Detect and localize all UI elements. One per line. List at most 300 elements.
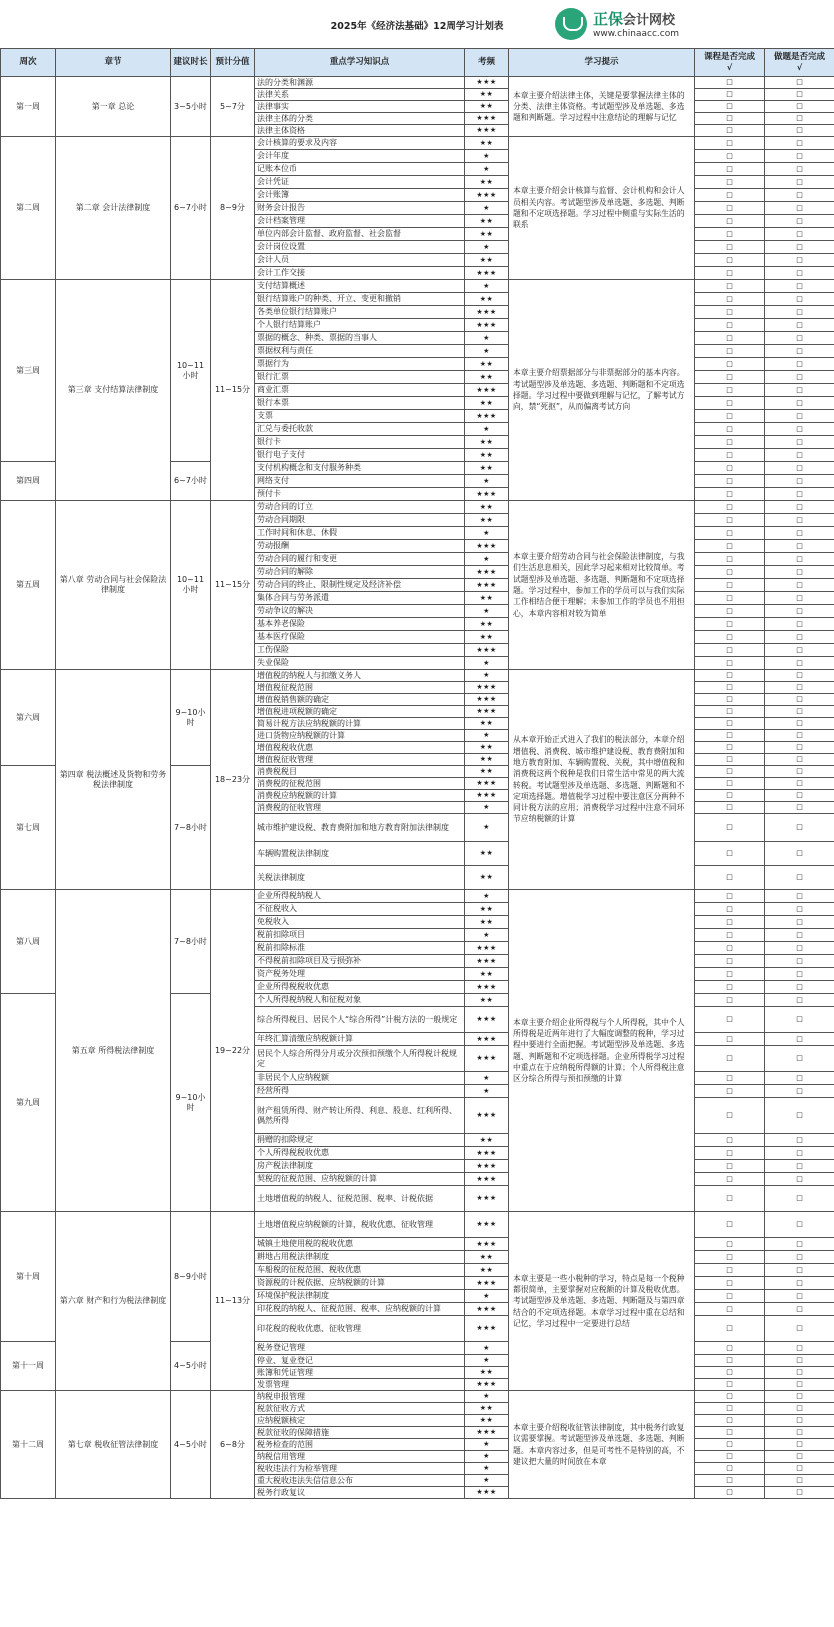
course-done-checkbox[interactable]: □ <box>695 475 765 488</box>
exercise-done-checkbox[interactable]: □ <box>765 1439 834 1451</box>
course-done-checkbox[interactable]: □ <box>695 866 765 890</box>
score-cell: 6~8分 <box>211 1391 255 1499</box>
exercise-done-checkbox[interactable]: □ <box>765 371 834 384</box>
course-done-checkbox[interactable]: □ <box>695 657 765 670</box>
key-point-cell: 企业所得税纳税人 <box>255 890 465 903</box>
course-done-checkbox[interactable]: □ <box>695 150 765 163</box>
week-cell: 第一周 <box>1 77 56 137</box>
exercise-done-checkbox[interactable]: □ <box>765 1046 834 1072</box>
key-point-cell: 劳动合同的履行和变更 <box>255 553 465 566</box>
course-done-checkbox[interactable]: □ <box>695 1277 765 1290</box>
exercise-done-checkbox[interactable]: □ <box>765 1072 834 1085</box>
course-done-checkbox[interactable]: □ <box>695 319 765 332</box>
course-done-checkbox[interactable]: □ <box>695 1427 765 1439</box>
frequency-stars: ★ <box>465 345 509 358</box>
duration-cell: 9~10小时 <box>171 994 211 1212</box>
exercise-done-checkbox[interactable]: □ <box>765 890 834 903</box>
course-done-checkbox[interactable]: □ <box>695 802 765 814</box>
exercise-done-checkbox[interactable]: □ <box>765 1475 834 1487</box>
exercise-done-checkbox[interactable]: □ <box>765 358 834 371</box>
key-point-cell: 车辆购置税法律制度 <box>255 842 465 866</box>
exercise-done-checkbox[interactable]: □ <box>765 436 834 449</box>
key-point-cell: 捐赠的扣除规定 <box>255 1134 465 1147</box>
exercise-done-checkbox[interactable]: □ <box>765 1487 834 1499</box>
exercise-done-checkbox[interactable]: □ <box>765 994 834 1007</box>
chapter-cell: 第八章 劳动合同与社会保险法律制度 <box>56 501 171 670</box>
course-done-checkbox[interactable]: □ <box>695 1290 765 1303</box>
key-point-cell: 税款征收方式 <box>255 1403 465 1415</box>
key-point-cell: 会计工作交接 <box>255 267 465 280</box>
week-cell: 第三周 <box>1 280 56 462</box>
course-done-checkbox[interactable]: □ <box>695 345 765 358</box>
exercise-done-checkbox[interactable]: □ <box>765 981 834 994</box>
course-done-checkbox[interactable]: □ <box>695 358 765 371</box>
key-point-cell: 会计岗位设置 <box>255 241 465 254</box>
frequency-stars: ★ <box>465 1463 509 1475</box>
course-done-checkbox[interactable]: □ <box>695 903 765 916</box>
exercise-done-checkbox[interactable]: □ <box>765 267 834 280</box>
key-point-cell: 账簿和凭证管理 <box>255 1367 465 1379</box>
key-point-cell: 银行汇票 <box>255 371 465 384</box>
frequency-stars: ★ <box>465 1439 509 1451</box>
course-done-checkbox[interactable]: □ <box>695 189 765 202</box>
exercise-done-checkbox[interactable]: □ <box>765 1098 834 1134</box>
course-done-checkbox[interactable]: □ <box>695 1391 765 1403</box>
key-point-cell: 税务登记管理 <box>255 1342 465 1355</box>
key-point-cell: 个人所得税税收优惠 <box>255 1147 465 1160</box>
exercise-done-checkbox[interactable]: □ <box>765 1277 834 1290</box>
exercise-done-checkbox[interactable]: □ <box>765 1212 834 1238</box>
exercise-done-checkbox[interactable]: □ <box>765 790 834 802</box>
course-done-checkbox[interactable]: □ <box>695 1342 765 1355</box>
header-duration: 建议时长 <box>171 49 211 77</box>
course-done-checkbox[interactable]: □ <box>695 553 765 566</box>
key-point-cell: 会计档案管理 <box>255 215 465 228</box>
course-done-checkbox[interactable]: □ <box>695 410 765 423</box>
course-done-checkbox[interactable]: □ <box>695 280 765 293</box>
exercise-done-checkbox[interactable]: □ <box>765 410 834 423</box>
exercise-done-checkbox[interactable]: □ <box>765 345 834 358</box>
course-done-checkbox[interactable]: □ <box>695 371 765 384</box>
course-done-checkbox[interactable]: □ <box>695 488 765 501</box>
frequency-stars: ★★ <box>465 618 509 631</box>
exercise-done-checkbox[interactable]: □ <box>765 1033 834 1046</box>
frequency-stars: ★★★ <box>465 306 509 319</box>
course-done-checkbox[interactable]: □ <box>695 1251 765 1264</box>
key-point-cell: 资源税的计税依据、应纳税额的计算 <box>255 1277 465 1290</box>
frequency-stars: ★ <box>465 1355 509 1367</box>
checkmark-icon: √ <box>726 62 733 72</box>
frequency-stars: ★★ <box>465 1403 509 1415</box>
frequency-stars: ★ <box>465 1391 509 1403</box>
exercise-done-checkbox[interactable]: □ <box>765 89 834 101</box>
page-header <box>0 0 834 48</box>
key-point-cell: 劳动合同的订立 <box>255 501 465 514</box>
exercise-done-checkbox[interactable]: □ <box>765 423 834 436</box>
header-score: 预计分值 <box>211 49 255 77</box>
course-done-checkbox[interactable]: □ <box>695 955 765 968</box>
course-done-checkbox[interactable]: □ <box>695 332 765 345</box>
duration-cell: 7~8小时 <box>171 890 211 994</box>
course-done-checkbox[interactable]: □ <box>695 730 765 742</box>
exercise-done-checkbox[interactable]: □ <box>765 1391 834 1403</box>
frequency-stars: ★ <box>465 527 509 540</box>
exercise-done-checkbox[interactable]: □ <box>765 1463 834 1475</box>
course-done-checkbox[interactable]: □ <box>695 1007 765 1033</box>
exercise-done-checkbox[interactable]: □ <box>765 1342 834 1355</box>
exercise-done-checkbox[interactable]: □ <box>765 929 834 942</box>
exercise-done-checkbox[interactable]: □ <box>765 778 834 790</box>
frequency-stars: ★★ <box>465 1415 509 1427</box>
key-point-cell: 税前扣除标准 <box>255 942 465 955</box>
key-point-cell: 劳动合同的解除 <box>255 566 465 579</box>
frequency-stars: ★★★ <box>465 682 509 694</box>
exercise-done-checkbox[interactable]: □ <box>765 397 834 410</box>
course-done-checkbox[interactable]: □ <box>695 566 765 579</box>
exercise-done-checkbox[interactable]: □ <box>765 1085 834 1098</box>
course-done-checkbox[interactable]: □ <box>695 1238 765 1251</box>
course-done-checkbox[interactable]: □ <box>695 814 765 842</box>
key-point-cell: 税收违法行为检举管理 <box>255 1463 465 1475</box>
logo-url: www.chinaacc.com <box>593 29 679 39</box>
frequency-stars: ★ <box>465 1342 509 1355</box>
exercise-done-checkbox[interactable]: □ <box>765 475 834 488</box>
key-point-cell: 环境保护税法律制度 <box>255 1290 465 1303</box>
course-done-checkbox[interactable]: □ <box>695 202 765 215</box>
exercise-done-checkbox[interactable]: □ <box>765 163 834 176</box>
exercise-done-checkbox[interactable]: □ <box>765 644 834 657</box>
frequency-stars: ★★ <box>465 293 509 306</box>
exercise-done-checkbox[interactable]: □ <box>765 293 834 306</box>
course-done-checkbox[interactable]: □ <box>695 462 765 475</box>
course-done-checkbox[interactable]: □ <box>695 592 765 605</box>
exercise-done-checkbox[interactable]: □ <box>765 1367 834 1379</box>
tips-cell: 本章主要介绍票据部分与非票据部分的基本内容。考试题型涉及单选题、多选题、判断题和不定项选择题。学习过程中要做到理解与记忆，了解考试方向，禁“死抠”，从而偏离考试方向 <box>509 280 695 501</box>
course-done-checkbox[interactable]: □ <box>695 89 765 101</box>
document-title: 2025年《经济法基础》12周学习计划表 <box>330 21 504 32</box>
exercise-done-checkbox[interactable]: □ <box>765 657 834 670</box>
course-done-checkbox[interactable]: □ <box>695 501 765 514</box>
exercise-done-checkbox[interactable]: □ <box>765 540 834 553</box>
key-point-cell: 劳动报酬 <box>255 540 465 553</box>
exercise-done-checkbox[interactable]: □ <box>765 916 834 929</box>
course-done-checkbox[interactable]: □ <box>695 742 765 754</box>
exercise-done-checkbox[interactable]: □ <box>765 968 834 981</box>
course-done-checkbox[interactable]: □ <box>695 101 765 113</box>
key-point-cell: 消费税应纳税额的计算 <box>255 790 465 802</box>
course-done-checkbox[interactable]: □ <box>695 718 765 730</box>
exercise-done-checkbox[interactable]: □ <box>765 1415 834 1427</box>
exercise-done-checkbox[interactable]: □ <box>765 280 834 293</box>
tips-cell: 本章主要是一些小税种的学习，特点是每一个税种都很简单，主要掌握对应税额的计算及税收优惠。考试题型涉及单选题、多选题、判断题及与第四章结合的不定项选择题。本章学习过程中重在总结和记忆，学习过程中一定要进行总结 <box>509 1212 695 1391</box>
frequency-stars: ★★ <box>465 1134 509 1147</box>
course-done-checkbox[interactable]: □ <box>695 1475 765 1487</box>
frequency-stars: ★★★ <box>465 1186 509 1212</box>
course-done-checkbox[interactable]: □ <box>695 1487 765 1499</box>
course-done-checkbox[interactable]: □ <box>695 890 765 903</box>
exercise-done-checkbox[interactable]: □ <box>765 1186 834 1212</box>
course-done-checkbox[interactable]: □ <box>695 1303 765 1316</box>
frequency-stars: ★ <box>465 890 509 903</box>
tips-cell: 本章主要介绍企业所得税与个人所得税，其中个人所得税是近两年进行了大幅度调整的税种，学习过程中要进行全面把握。考试题型涉及单选题、多选题、判断题和不定项选择题。企业所得税学习过程中重点在于应纳税所得额的计算；个人所得税注意区分综合所得与预扣预缴的计算 <box>509 890 695 1212</box>
course-done-checkbox[interactable]: □ <box>695 163 765 176</box>
exercise-done-checkbox[interactable]: □ <box>765 462 834 475</box>
course-done-checkbox[interactable]: □ <box>695 842 765 866</box>
exercise-done-checkbox[interactable]: □ <box>765 101 834 113</box>
exercise-done-checkbox[interactable]: □ <box>765 718 834 730</box>
course-done-checkbox[interactable]: □ <box>695 1072 765 1085</box>
course-done-checkbox[interactable]: □ <box>695 1264 765 1277</box>
key-point-cell: 消费税的征税范围 <box>255 778 465 790</box>
exercise-done-checkbox[interactable]: □ <box>765 176 834 189</box>
course-done-checkbox[interactable]: □ <box>695 228 765 241</box>
frequency-stars: ★★★ <box>465 778 509 790</box>
key-point-cell: 预付卡 <box>255 488 465 501</box>
course-done-checkbox[interactable]: □ <box>695 215 765 228</box>
exercise-done-checkbox[interactable]: □ <box>765 802 834 814</box>
course-done-checkbox[interactable]: □ <box>695 436 765 449</box>
key-point-cell: 城市维护建设税、教育费附加和地方教育附加法律制度 <box>255 814 465 842</box>
key-point-cell: 各类单位银行结算账户 <box>255 306 465 319</box>
course-done-checkbox[interactable]: □ <box>695 527 765 540</box>
duration-cell: 10~11小时 <box>171 501 211 670</box>
chapter-cell: 第五章 所得税法律制度 <box>56 890 171 1212</box>
exercise-done-checkbox[interactable]: □ <box>765 77 834 89</box>
exercise-done-checkbox[interactable]: □ <box>765 1238 834 1251</box>
course-done-checkbox[interactable]: □ <box>695 1046 765 1072</box>
exercise-done-checkbox[interactable]: □ <box>765 754 834 766</box>
exercise-done-checkbox[interactable]: □ <box>765 866 834 890</box>
key-point-cell: 支付结算概述 <box>255 280 465 293</box>
course-done-checkbox[interactable]: □ <box>695 113 765 125</box>
frequency-stars: ★ <box>465 280 509 293</box>
course-done-checkbox[interactable]: □ <box>695 1451 765 1463</box>
exercise-done-checkbox[interactable]: □ <box>765 228 834 241</box>
exercise-done-checkbox[interactable]: □ <box>765 113 834 125</box>
exercise-done-checkbox[interactable]: □ <box>765 706 834 718</box>
course-done-checkbox[interactable]: □ <box>695 241 765 254</box>
exercise-done-checkbox[interactable]: □ <box>765 1403 834 1415</box>
course-done-checkbox[interactable]: □ <box>695 994 765 1007</box>
frequency-stars: ★★★ <box>465 319 509 332</box>
course-done-checkbox[interactable]: □ <box>695 1085 765 1098</box>
exercise-done-checkbox[interactable]: □ <box>765 202 834 215</box>
course-done-checkbox[interactable]: □ <box>695 618 765 631</box>
exercise-done-checkbox[interactable]: □ <box>765 1316 834 1342</box>
frequency-stars: ★★★ <box>465 1173 509 1186</box>
exercise-done-checkbox[interactable]: □ <box>765 384 834 397</box>
key-point-cell: 劳动合同期限 <box>255 514 465 527</box>
course-done-checkbox[interactable]: □ <box>695 579 765 592</box>
exercise-done-checkbox[interactable]: □ <box>765 150 834 163</box>
course-done-checkbox[interactable]: □ <box>695 631 765 644</box>
exercise-done-checkbox[interactable]: □ <box>765 553 834 566</box>
course-done-checkbox[interactable]: □ <box>695 1415 765 1427</box>
course-done-checkbox[interactable]: □ <box>695 1463 765 1475</box>
table-row <box>1 1391 834 1403</box>
exercise-done-checkbox[interactable]: □ <box>765 842 834 866</box>
exercise-done-checkbox[interactable]: □ <box>765 1303 834 1316</box>
course-done-checkbox[interactable]: □ <box>695 1160 765 1173</box>
table-row <box>1 670 834 682</box>
exercise-done-checkbox[interactable]: □ <box>765 215 834 228</box>
exercise-done-checkbox[interactable]: □ <box>765 1134 834 1147</box>
exercise-done-checkbox[interactable]: □ <box>765 730 834 742</box>
tips-cell: 本章主要介绍会计核算与监督、会计机构和会计人员相关内容。考试题型涉及单选题、多选题、判断题和不定项选择题。学习过程中侧重与实际生活的联系 <box>509 137 695 280</box>
frequency-stars: ★ <box>465 605 509 618</box>
duration-cell: 9~10小时 <box>171 670 211 766</box>
exercise-done-checkbox[interactable]: □ <box>765 1290 834 1303</box>
score-cell: 11~13分 <box>211 1212 255 1391</box>
course-done-checkbox[interactable]: □ <box>695 1186 765 1212</box>
course-done-checkbox[interactable]: □ <box>695 694 765 706</box>
exercise-done-checkbox[interactable]: □ <box>765 579 834 592</box>
exercise-done-checkbox[interactable]: □ <box>765 903 834 916</box>
course-done-checkbox[interactable]: □ <box>695 1033 765 1046</box>
key-point-cell: 会计年度 <box>255 150 465 163</box>
course-done-checkbox[interactable]: □ <box>695 754 765 766</box>
exercise-done-checkbox[interactable]: □ <box>765 488 834 501</box>
key-point-cell: 增值税进项税额的确定 <box>255 706 465 718</box>
exercise-done-checkbox[interactable]: □ <box>765 1251 834 1264</box>
course-done-checkbox[interactable]: □ <box>695 766 765 778</box>
frequency-stars: ★★ <box>465 1264 509 1277</box>
course-done-checkbox[interactable]: □ <box>695 77 765 89</box>
key-point-cell: 增值税税收优惠 <box>255 742 465 754</box>
exercise-done-checkbox[interactable]: □ <box>765 1379 834 1391</box>
frequency-stars: ★★★ <box>465 942 509 955</box>
course-done-checkbox[interactable]: □ <box>695 644 765 657</box>
course-done-checkbox[interactable]: □ <box>695 1212 765 1238</box>
frequency-stars: ★★★ <box>465 410 509 423</box>
frequency-stars: ★★★ <box>465 1212 509 1238</box>
course-done-checkbox[interactable]: □ <box>695 423 765 436</box>
exercise-done-checkbox[interactable]: □ <box>765 1355 834 1367</box>
course-done-checkbox[interactable]: □ <box>695 790 765 802</box>
course-done-checkbox[interactable]: □ <box>695 968 765 981</box>
duration-cell: 8~9小时 <box>171 1212 211 1342</box>
course-done-checkbox[interactable]: □ <box>695 916 765 929</box>
exercise-done-checkbox[interactable]: □ <box>765 332 834 345</box>
exercise-done-checkbox[interactable]: □ <box>765 942 834 955</box>
key-point-cell: 综合所得税目、居民个人“综合所得”计税方法的一般规定 <box>255 1007 465 1033</box>
exercise-done-checkbox[interactable]: □ <box>765 449 834 462</box>
week-cell: 第十一周 <box>1 1342 56 1391</box>
course-done-checkbox[interactable]: □ <box>695 514 765 527</box>
exercise-done-checkbox[interactable]: □ <box>765 189 834 202</box>
week-cell: 第九周 <box>1 994 56 1212</box>
exercise-done-checkbox[interactable]: □ <box>765 1160 834 1173</box>
frequency-stars: ★★★ <box>465 1238 509 1251</box>
course-done-checkbox[interactable]: □ <box>695 1134 765 1147</box>
key-point-cell: 失业保险 <box>255 657 465 670</box>
exercise-done-checkbox[interactable]: □ <box>765 670 834 682</box>
course-done-checkbox[interactable]: □ <box>695 1316 765 1342</box>
course-done-checkbox[interactable]: □ <box>695 1355 765 1367</box>
course-done-checkbox[interactable]: □ <box>695 1173 765 1186</box>
course-done-checkbox[interactable]: □ <box>695 605 765 618</box>
exercise-done-checkbox[interactable]: □ <box>765 514 834 527</box>
course-done-checkbox[interactable]: □ <box>695 942 765 955</box>
exercise-done-checkbox[interactable]: □ <box>765 527 834 540</box>
exercise-done-checkbox[interactable]: □ <box>765 501 834 514</box>
course-done-checkbox[interactable]: □ <box>695 384 765 397</box>
exercise-done-checkbox[interactable]: □ <box>765 1427 834 1439</box>
course-done-checkbox[interactable]: □ <box>695 397 765 410</box>
exercise-done-checkbox[interactable]: □ <box>765 618 834 631</box>
course-done-checkbox[interactable]: □ <box>695 1147 765 1160</box>
exercise-done-checkbox[interactable]: □ <box>765 631 834 644</box>
exercise-done-checkbox[interactable]: □ <box>765 955 834 968</box>
exercise-done-checkbox[interactable]: □ <box>765 306 834 319</box>
course-done-checkbox[interactable]: □ <box>695 137 765 150</box>
key-point-cell: 票据权利与责任 <box>255 345 465 358</box>
course-done-checkbox[interactable]: □ <box>695 1367 765 1379</box>
course-done-checkbox[interactable]: □ <box>695 267 765 280</box>
course-done-checkbox[interactable]: □ <box>695 540 765 553</box>
exercise-done-checkbox[interactable]: □ <box>765 1451 834 1463</box>
course-done-checkbox[interactable]: □ <box>695 1098 765 1134</box>
course-done-checkbox[interactable]: □ <box>695 706 765 718</box>
exercise-done-checkbox[interactable]: □ <box>765 1147 834 1160</box>
exercise-done-checkbox[interactable]: □ <box>765 319 834 332</box>
exercise-done-checkbox[interactable]: □ <box>765 566 834 579</box>
key-point-cell: 财务会计报告 <box>255 202 465 215</box>
exercise-done-checkbox[interactable]: □ <box>765 605 834 618</box>
exercise-done-checkbox[interactable]: □ <box>765 592 834 605</box>
frequency-stars: ★ <box>465 553 509 566</box>
course-done-checkbox[interactable]: □ <box>695 306 765 319</box>
exercise-done-checkbox[interactable]: □ <box>765 742 834 754</box>
course-done-checkbox[interactable]: □ <box>695 1403 765 1415</box>
frequency-stars: ★★ <box>465 514 509 527</box>
exercise-done-checkbox[interactable]: □ <box>765 125 834 137</box>
course-done-checkbox[interactable]: □ <box>695 176 765 189</box>
duration-cell: 3~5小时 <box>171 77 211 137</box>
key-point-cell: 法律主体资格 <box>255 125 465 137</box>
exercise-done-checkbox[interactable]: □ <box>765 241 834 254</box>
course-done-checkbox[interactable]: □ <box>695 1379 765 1391</box>
key-point-cell: 居民个人综合所得分月或分次预扣预缴个人所得税计税规定 <box>255 1046 465 1072</box>
frequency-stars: ★★ <box>465 358 509 371</box>
course-done-checkbox[interactable]: □ <box>695 449 765 462</box>
exercise-done-checkbox[interactable]: □ <box>765 694 834 706</box>
chinaacc-logo <box>555 6 725 42</box>
course-done-checkbox[interactable]: □ <box>695 670 765 682</box>
frequency-stars: ★★★ <box>465 955 509 968</box>
course-done-checkbox[interactable]: □ <box>695 125 765 137</box>
exercise-done-checkbox[interactable]: □ <box>765 1007 834 1033</box>
course-done-checkbox[interactable]: □ <box>695 778 765 790</box>
exercise-done-checkbox[interactable]: □ <box>765 814 834 842</box>
exercise-done-checkbox[interactable]: □ <box>765 1264 834 1277</box>
course-done-checkbox[interactable]: □ <box>695 981 765 994</box>
key-point-cell: 增值税的纳税人与扣缴义务人 <box>255 670 465 682</box>
exercise-done-checkbox[interactable]: □ <box>765 682 834 694</box>
exercise-done-checkbox[interactable]: □ <box>765 254 834 267</box>
frequency-stars: ★★★ <box>465 113 509 125</box>
key-point-cell: 耕地占用税法律制度 <box>255 1251 465 1264</box>
exercise-done-checkbox[interactable]: □ <box>765 766 834 778</box>
course-done-checkbox[interactable]: □ <box>695 929 765 942</box>
course-done-checkbox[interactable]: □ <box>695 1439 765 1451</box>
week-cell: 第四周 <box>1 462 56 501</box>
exercise-done-checkbox[interactable]: □ <box>765 1173 834 1186</box>
course-done-checkbox[interactable]: □ <box>695 682 765 694</box>
exercise-done-checkbox[interactable]: □ <box>765 137 834 150</box>
course-done-checkbox[interactable]: □ <box>695 293 765 306</box>
course-done-checkbox[interactable]: □ <box>695 254 765 267</box>
